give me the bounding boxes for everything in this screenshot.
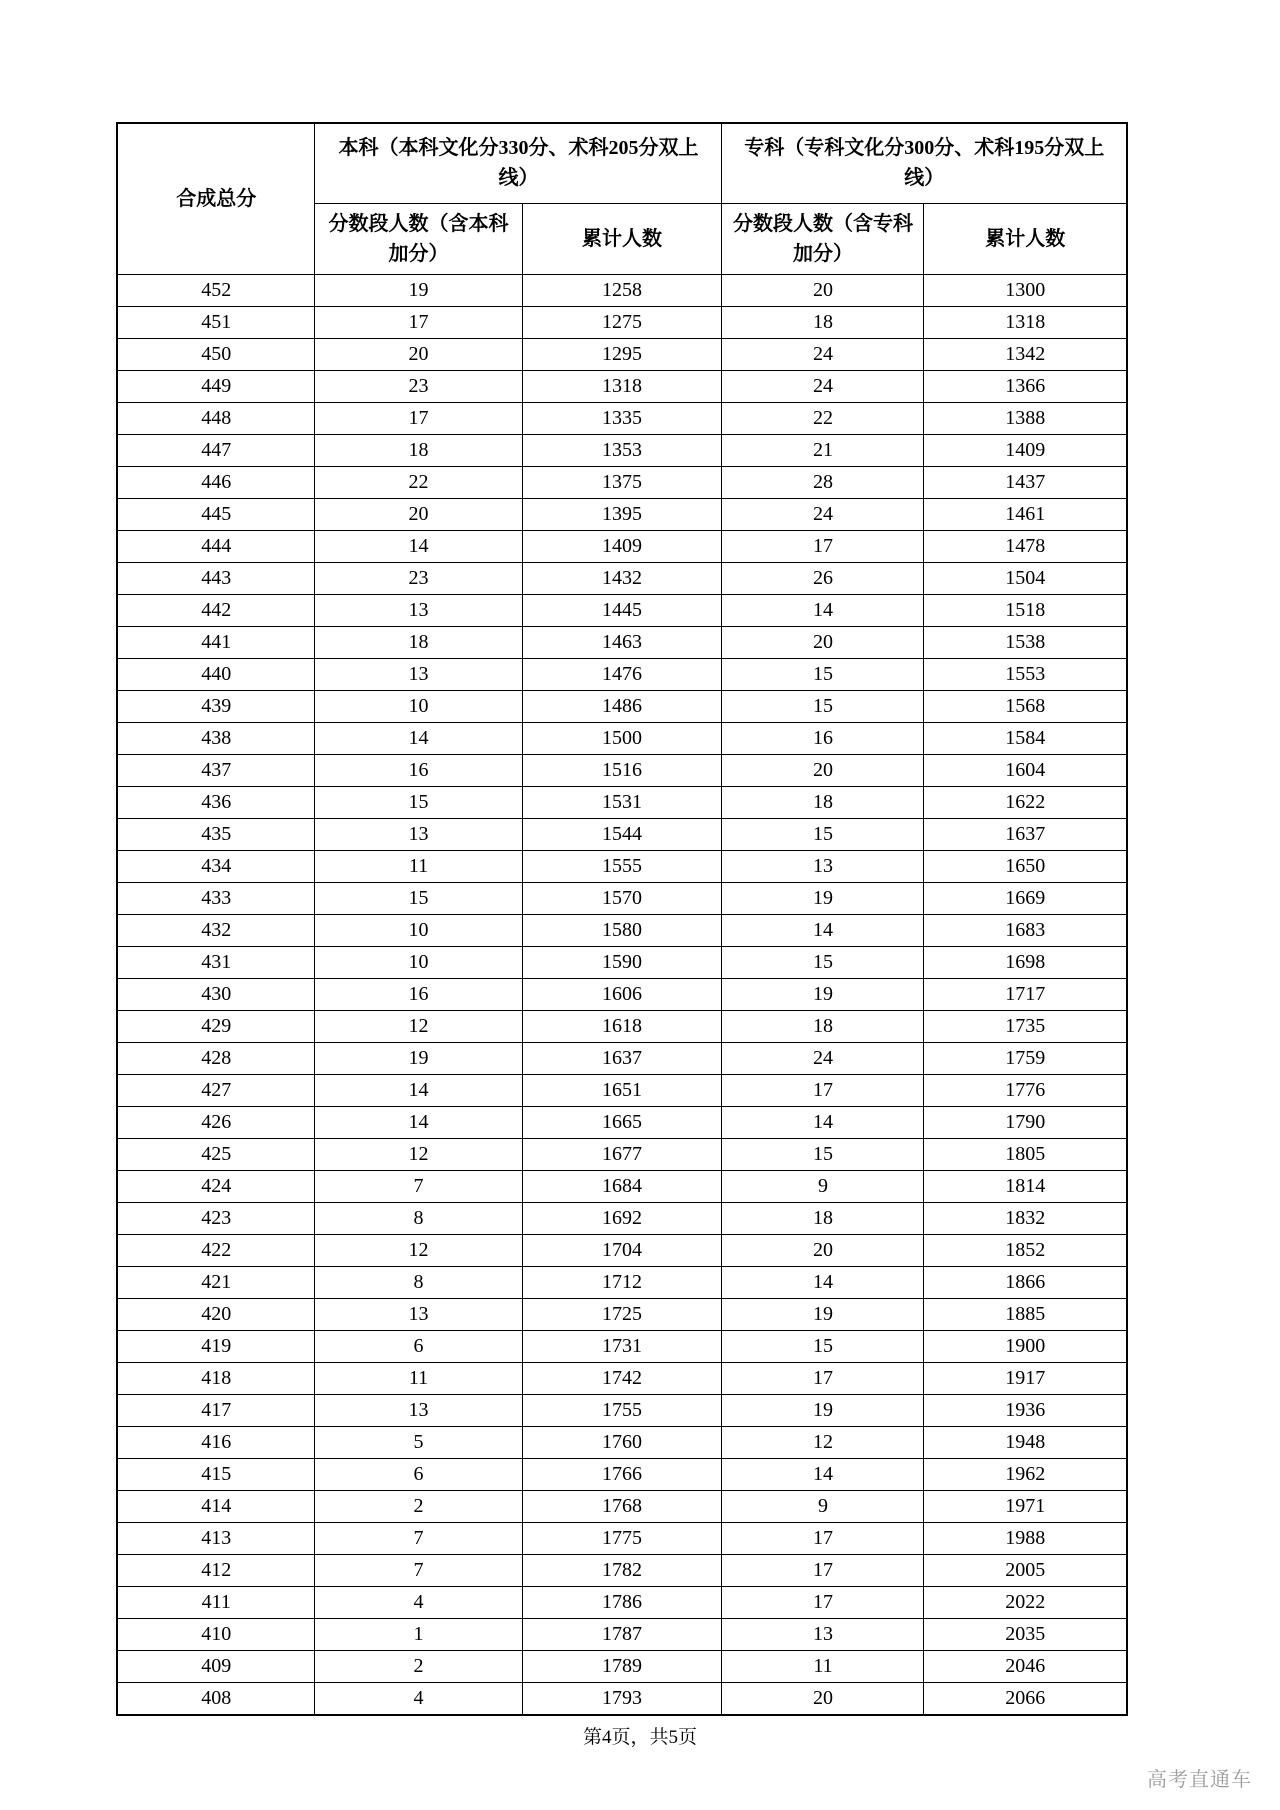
- benke-segment-count-cell: 7: [315, 1554, 522, 1586]
- score-cell: 422: [117, 1234, 315, 1266]
- benke-segment-count-cell: 8: [315, 1202, 522, 1234]
- zhuanke-segment-count-cell: 20: [722, 1234, 924, 1266]
- zhuanke-segment-count-cell: 17: [722, 1586, 924, 1618]
- table-row: [117, 434, 1127, 466]
- table-row: [117, 1106, 1127, 1138]
- table-row: [117, 1266, 1127, 1298]
- table-row: [117, 882, 1127, 914]
- score-cell: 431: [117, 946, 315, 978]
- zhuanke-segment-count-cell: 9: [722, 1490, 924, 1522]
- zhuanke-cumulative-cell: 1650: [924, 850, 1127, 882]
- page-number-footer: 第4页，共5页: [582, 1727, 697, 1748]
- header-benke-segment-count: 分数段人数（含本科加分）: [315, 203, 522, 274]
- zhuanke-segment-count-cell: 18: [722, 306, 924, 338]
- table-row: [117, 1394, 1127, 1426]
- score-cell: 430: [117, 978, 315, 1010]
- benke-cumulative-cell: 1793: [522, 1682, 722, 1715]
- benke-cumulative-cell: 1590: [522, 946, 722, 978]
- score-cell: 423: [117, 1202, 315, 1234]
- score-cell: 427: [117, 1074, 315, 1106]
- header-composite-score: 合成总分: [117, 123, 315, 274]
- table-row: [117, 562, 1127, 594]
- benke-cumulative-cell: 1445: [522, 594, 722, 626]
- benke-segment-count-cell: 6: [315, 1330, 522, 1362]
- benke-cumulative-cell: 1768: [522, 1490, 722, 1522]
- zhuanke-cumulative-cell: 1790: [924, 1106, 1127, 1138]
- zhuanke-segment-count-cell: 19: [722, 1394, 924, 1426]
- benke-cumulative-cell: 1409: [522, 530, 722, 562]
- zhuanke-cumulative-cell: 1604: [924, 754, 1127, 786]
- benke-cumulative-cell: 1375: [522, 466, 722, 498]
- benke-cumulative-cell: 1476: [522, 658, 722, 690]
- zhuanke-cumulative-cell: 1814: [924, 1170, 1127, 1202]
- zhuanke-cumulative-cell: 1637: [924, 818, 1127, 850]
- benke-segment-count-cell: 4: [315, 1586, 522, 1618]
- score-cell: 426: [117, 1106, 315, 1138]
- table-row: [117, 1618, 1127, 1650]
- benke-segment-count-cell: 13: [315, 1298, 522, 1330]
- table-row: [117, 626, 1127, 658]
- score-cell: 452: [117, 274, 315, 306]
- score-cell: 441: [117, 626, 315, 658]
- table-row: [117, 1298, 1127, 1330]
- watermark-text: 高考直通车: [1147, 1769, 1252, 1791]
- benke-cumulative-cell: 1677: [522, 1138, 722, 1170]
- benke-segment-count-cell: 14: [315, 722, 522, 754]
- benke-segment-count-cell: 5: [315, 1426, 522, 1458]
- benke-segment-count-cell: 18: [315, 434, 522, 466]
- score-cell: 409: [117, 1650, 315, 1682]
- benke-segment-count-cell: 23: [315, 370, 522, 402]
- table-row: [117, 658, 1127, 690]
- zhuanke-segment-count-cell: 24: [722, 370, 924, 402]
- zhuanke-segment-count-cell: 15: [722, 946, 924, 978]
- benke-cumulative-cell: 1665: [522, 1106, 722, 1138]
- header-group-benke: 本科（本科文化分330分、术科205分双上线）: [315, 123, 722, 203]
- zhuanke-segment-count-cell: 17: [722, 1522, 924, 1554]
- benke-cumulative-cell: 1775: [522, 1522, 722, 1554]
- score-cell: 446: [117, 466, 315, 498]
- benke-cumulative-cell: 1760: [522, 1426, 722, 1458]
- benke-segment-count-cell: 13: [315, 818, 522, 850]
- benke-cumulative-cell: 1335: [522, 402, 722, 434]
- zhuanke-cumulative-cell: 1318: [924, 306, 1127, 338]
- benke-segment-count-cell: 10: [315, 946, 522, 978]
- benke-segment-count-cell: 23: [315, 562, 522, 594]
- benke-segment-count-cell: 1: [315, 1618, 522, 1650]
- benke-segment-count-cell: 8: [315, 1266, 522, 1298]
- zhuanke-segment-count-cell: 14: [722, 1458, 924, 1490]
- benke-cumulative-cell: 1295: [522, 338, 722, 370]
- zhuanke-segment-count-cell: 16: [722, 722, 924, 754]
- benke-segment-count-cell: 19: [315, 1042, 522, 1074]
- benke-cumulative-cell: 1516: [522, 754, 722, 786]
- zhuanke-segment-count-cell: 22: [722, 402, 924, 434]
- benke-cumulative-cell: 1500: [522, 722, 722, 754]
- zhuanke-cumulative-cell: 1805: [924, 1138, 1127, 1170]
- zhuanke-segment-count-cell: 20: [722, 1682, 924, 1715]
- benke-segment-count-cell: 18: [315, 626, 522, 658]
- score-cell: 428: [117, 1042, 315, 1074]
- benke-segment-count-cell: 19: [315, 274, 522, 306]
- score-cell: 429: [117, 1010, 315, 1042]
- score-cell: 439: [117, 690, 315, 722]
- zhuanke-segment-count-cell: 20: [722, 626, 924, 658]
- table-row: [117, 1202, 1127, 1234]
- table-row: [117, 530, 1127, 562]
- header-benke-cumulative-count: 累计人数: [522, 203, 722, 274]
- table-row: [117, 338, 1127, 370]
- benke-cumulative-cell: 1275: [522, 306, 722, 338]
- zhuanke-segment-count-cell: 9: [722, 1170, 924, 1202]
- benke-cumulative-cell: 1531: [522, 786, 722, 818]
- zhuanke-cumulative-cell: 1504: [924, 562, 1127, 594]
- zhuanke-cumulative-cell: 1388: [924, 402, 1127, 434]
- zhuanke-cumulative-cell: 2022: [924, 1586, 1127, 1618]
- zhuanke-segment-count-cell: 13: [722, 850, 924, 882]
- zhuanke-segment-count-cell: 18: [722, 1202, 924, 1234]
- benke-segment-count-cell: 22: [315, 466, 522, 498]
- score-cell: 410: [117, 1618, 315, 1650]
- zhuanke-cumulative-cell: 1759: [924, 1042, 1127, 1074]
- header-zhuanke-segment-count: 分数段人数（含专科加分）: [722, 203, 924, 274]
- benke-segment-count-cell: 15: [315, 786, 522, 818]
- table-row: [117, 1234, 1127, 1266]
- score-cell: 438: [117, 722, 315, 754]
- score-cell: 408: [117, 1682, 315, 1715]
- benke-segment-count-cell: 11: [315, 850, 522, 882]
- zhuanke-segment-count-cell: 15: [722, 1330, 924, 1362]
- score-cell: 440: [117, 658, 315, 690]
- score-cell: 418: [117, 1362, 315, 1394]
- benke-cumulative-cell: 1463: [522, 626, 722, 658]
- zhuanke-cumulative-cell: 1437: [924, 466, 1127, 498]
- zhuanke-segment-count-cell: 14: [722, 1106, 924, 1138]
- score-cell: 420: [117, 1298, 315, 1330]
- zhuanke-segment-count-cell: 19: [722, 1298, 924, 1330]
- zhuanke-segment-count-cell: 13: [722, 1618, 924, 1650]
- benke-segment-count-cell: 13: [315, 1394, 522, 1426]
- benke-cumulative-cell: 1544: [522, 818, 722, 850]
- score-cell: 444: [117, 530, 315, 562]
- score-cell: 447: [117, 434, 315, 466]
- zhuanke-cumulative-cell: 1461: [924, 498, 1127, 530]
- benke-segment-count-cell: 14: [315, 530, 522, 562]
- table-row: [117, 1682, 1127, 1715]
- zhuanke-segment-count-cell: 11: [722, 1650, 924, 1682]
- table-row: [117, 1458, 1127, 1490]
- zhuanke-segment-count-cell: 19: [722, 882, 924, 914]
- score-cell: 451: [117, 306, 315, 338]
- benke-cumulative-cell: 1637: [522, 1042, 722, 1074]
- benke-segment-count-cell: 6: [315, 1458, 522, 1490]
- benke-cumulative-cell: 1318: [522, 370, 722, 402]
- score-cell: 425: [117, 1138, 315, 1170]
- zhuanke-segment-count-cell: 28: [722, 466, 924, 498]
- score-cell: 421: [117, 1266, 315, 1298]
- zhuanke-cumulative-cell: 1300: [924, 274, 1127, 306]
- table-row: [117, 466, 1127, 498]
- benke-segment-count-cell: 12: [315, 1234, 522, 1266]
- table-row: [117, 1330, 1127, 1362]
- zhuanke-segment-count-cell: 24: [722, 498, 924, 530]
- benke-cumulative-cell: 1486: [522, 690, 722, 722]
- benke-cumulative-cell: 1712: [522, 1266, 722, 1298]
- header-group-zhuanke: 专科（专科文化分300分、术科195分双上线）: [722, 123, 1127, 203]
- score-cell: 442: [117, 594, 315, 626]
- benke-cumulative-cell: 1258: [522, 274, 722, 306]
- zhuanke-segment-count-cell: 18: [722, 1010, 924, 1042]
- benke-cumulative-cell: 1570: [522, 882, 722, 914]
- zhuanke-cumulative-cell: 1717: [924, 978, 1127, 1010]
- benke-segment-count-cell: 10: [315, 914, 522, 946]
- benke-cumulative-cell: 1684: [522, 1170, 722, 1202]
- table-row: [117, 370, 1127, 402]
- benke-cumulative-cell: 1580: [522, 914, 722, 946]
- benke-segment-count-cell: 2: [315, 1650, 522, 1682]
- score-cell: 417: [117, 1394, 315, 1426]
- benke-cumulative-cell: 1786: [522, 1586, 722, 1618]
- zhuanke-cumulative-cell: 1342: [924, 338, 1127, 370]
- benke-cumulative-cell: 1432: [522, 562, 722, 594]
- zhuanke-cumulative-cell: 1568: [924, 690, 1127, 722]
- table-row: [117, 754, 1127, 786]
- benke-segment-count-cell: 15: [315, 882, 522, 914]
- score-cell: 414: [117, 1490, 315, 1522]
- score-cell: 411: [117, 1586, 315, 1618]
- table-row: [117, 722, 1127, 754]
- table-row: [117, 1586, 1127, 1618]
- table-row: [117, 402, 1127, 434]
- table-row: [117, 1010, 1127, 1042]
- table-row: [117, 1490, 1127, 1522]
- zhuanke-segment-count-cell: 15: [722, 818, 924, 850]
- table-row: [117, 786, 1127, 818]
- table-row: [117, 946, 1127, 978]
- benke-cumulative-cell: 1353: [522, 434, 722, 466]
- benke-segment-count-cell: 16: [315, 754, 522, 786]
- zhuanke-cumulative-cell: 1698: [924, 946, 1127, 978]
- table-row: [117, 914, 1127, 946]
- benke-segment-count-cell: 20: [315, 338, 522, 370]
- benke-segment-count-cell: 10: [315, 690, 522, 722]
- table-row: [117, 1074, 1127, 1106]
- benke-cumulative-cell: 1692: [522, 1202, 722, 1234]
- score-cell: 450: [117, 338, 315, 370]
- header-zhuanke-cumulative-count: 累计人数: [924, 203, 1127, 274]
- table-row: [117, 818, 1127, 850]
- table-row: [117, 1522, 1127, 1554]
- benke-segment-count-cell: 2: [315, 1490, 522, 1522]
- benke-cumulative-cell: 1618: [522, 1010, 722, 1042]
- zhuanke-segment-count-cell: 14: [722, 914, 924, 946]
- benke-cumulative-cell: 1704: [522, 1234, 722, 1266]
- score-distribution-table: [116, 122, 1128, 1716]
- zhuanke-cumulative-cell: 1988: [924, 1522, 1127, 1554]
- score-cell: 449: [117, 370, 315, 402]
- zhuanke-cumulative-cell: 2005: [924, 1554, 1127, 1586]
- zhuanke-segment-count-cell: 15: [722, 1138, 924, 1170]
- benke-segment-count-cell: 12: [315, 1138, 522, 1170]
- benke-cumulative-cell: 1395: [522, 498, 722, 530]
- zhuanke-cumulative-cell: 1366: [924, 370, 1127, 402]
- table-row: [117, 978, 1127, 1010]
- zhuanke-segment-count-cell: 12: [722, 1426, 924, 1458]
- zhuanke-cumulative-cell: 1948: [924, 1426, 1127, 1458]
- table-row: [117, 1170, 1127, 1202]
- table-row: [117, 306, 1127, 338]
- zhuanke-segment-count-cell: 15: [722, 658, 924, 690]
- zhuanke-cumulative-cell: 2035: [924, 1618, 1127, 1650]
- zhuanke-cumulative-cell: 1669: [924, 882, 1127, 914]
- zhuanke-cumulative-cell: 1936: [924, 1394, 1127, 1426]
- benke-cumulative-cell: 1606: [522, 978, 722, 1010]
- zhuanke-cumulative-cell: 2066: [924, 1682, 1127, 1715]
- zhuanke-segment-count-cell: 18: [722, 786, 924, 818]
- zhuanke-segment-count-cell: 17: [722, 1074, 924, 1106]
- zhuanke-segment-count-cell: 20: [722, 274, 924, 306]
- score-cell: 443: [117, 562, 315, 594]
- benke-segment-count-cell: 11: [315, 1362, 522, 1394]
- benke-segment-count-cell: 17: [315, 402, 522, 434]
- zhuanke-cumulative-cell: 1852: [924, 1234, 1127, 1266]
- benke-segment-count-cell: 12: [315, 1010, 522, 1042]
- zhuanke-cumulative-cell: 1776: [924, 1074, 1127, 1106]
- score-cell: 445: [117, 498, 315, 530]
- score-cell: 413: [117, 1522, 315, 1554]
- zhuanke-cumulative-cell: 1478: [924, 530, 1127, 562]
- benke-cumulative-cell: 1555: [522, 850, 722, 882]
- zhuanke-segment-count-cell: 20: [722, 754, 924, 786]
- score-cell: 434: [117, 850, 315, 882]
- zhuanke-segment-count-cell: 15: [722, 690, 924, 722]
- score-cell: 416: [117, 1426, 315, 1458]
- zhuanke-segment-count-cell: 17: [722, 1554, 924, 1586]
- zhuanke-cumulative-cell: 1622: [924, 786, 1127, 818]
- table-row: [117, 498, 1127, 530]
- benke-cumulative-cell: 1787: [522, 1618, 722, 1650]
- table-row: [117, 594, 1127, 626]
- zhuanke-segment-count-cell: 24: [722, 1042, 924, 1074]
- zhuanke-cumulative-cell: 1683: [924, 914, 1127, 946]
- benke-segment-count-cell: 14: [315, 1106, 522, 1138]
- zhuanke-segment-count-cell: 17: [722, 1362, 924, 1394]
- zhuanke-segment-count-cell: 24: [722, 338, 924, 370]
- zhuanke-cumulative-cell: 1409: [924, 434, 1127, 466]
- score-cell: 448: [117, 402, 315, 434]
- table-row: [117, 850, 1127, 882]
- benke-segment-count-cell: 20: [315, 498, 522, 530]
- table-row: [117, 1554, 1127, 1586]
- score-cell: 433: [117, 882, 315, 914]
- zhuanke-cumulative-cell: 2046: [924, 1650, 1127, 1682]
- zhuanke-cumulative-cell: 1518: [924, 594, 1127, 626]
- score-cell: 437: [117, 754, 315, 786]
- benke-cumulative-cell: 1651: [522, 1074, 722, 1106]
- benke-segment-count-cell: 7: [315, 1522, 522, 1554]
- zhuanke-cumulative-cell: 1962: [924, 1458, 1127, 1490]
- table-row: [117, 690, 1127, 722]
- table-row: [117, 1042, 1127, 1074]
- zhuanke-segment-count-cell: 14: [722, 1266, 924, 1298]
- benke-cumulative-cell: 1782: [522, 1554, 722, 1586]
- zhuanke-segment-count-cell: 26: [722, 562, 924, 594]
- table-row: [117, 1138, 1127, 1170]
- score-cell: 436: [117, 786, 315, 818]
- zhuanke-cumulative-cell: 1832: [924, 1202, 1127, 1234]
- benke-cumulative-cell: 1755: [522, 1394, 722, 1426]
- benke-segment-count-cell: 14: [315, 1074, 522, 1106]
- benke-cumulative-cell: 1742: [522, 1362, 722, 1394]
- table-row: [117, 1362, 1127, 1394]
- zhuanke-cumulative-cell: 1971: [924, 1490, 1127, 1522]
- benke-cumulative-cell: 1789: [522, 1650, 722, 1682]
- table-row: [117, 274, 1127, 306]
- zhuanke-cumulative-cell: 1584: [924, 722, 1127, 754]
- table-body: [117, 274, 1127, 1715]
- benke-segment-count-cell: 4: [315, 1682, 522, 1715]
- zhuanke-segment-count-cell: 14: [722, 594, 924, 626]
- zhuanke-cumulative-cell: 1917: [924, 1362, 1127, 1394]
- zhuanke-cumulative-cell: 1900: [924, 1330, 1127, 1362]
- score-cell: 424: [117, 1170, 315, 1202]
- benke-segment-count-cell: 13: [315, 658, 522, 690]
- zhuanke-segment-count-cell: 21: [722, 434, 924, 466]
- table-row: [117, 1426, 1127, 1458]
- zhuanke-segment-count-cell: 19: [722, 978, 924, 1010]
- score-cell: 432: [117, 914, 315, 946]
- zhuanke-cumulative-cell: 1735: [924, 1010, 1127, 1042]
- benke-segment-count-cell: 7: [315, 1170, 522, 1202]
- score-cell: 435: [117, 818, 315, 850]
- benke-segment-count-cell: 13: [315, 594, 522, 626]
- benke-segment-count-cell: 16: [315, 978, 522, 1010]
- score-cell: 415: [117, 1458, 315, 1490]
- zhuanke-cumulative-cell: 1538: [924, 626, 1127, 658]
- benke-cumulative-cell: 1725: [522, 1298, 722, 1330]
- zhuanke-cumulative-cell: 1866: [924, 1266, 1127, 1298]
- score-cell: 419: [117, 1330, 315, 1362]
- benke-cumulative-cell: 1766: [522, 1458, 722, 1490]
- benke-cumulative-cell: 1731: [522, 1330, 722, 1362]
- score-cell: 412: [117, 1554, 315, 1586]
- zhuanke-cumulative-cell: 1885: [924, 1298, 1127, 1330]
- zhuanke-segment-count-cell: 17: [722, 530, 924, 562]
- benke-segment-count-cell: 17: [315, 306, 522, 338]
- zhuanke-cumulative-cell: 1553: [924, 658, 1127, 690]
- table-row: [117, 1650, 1127, 1682]
